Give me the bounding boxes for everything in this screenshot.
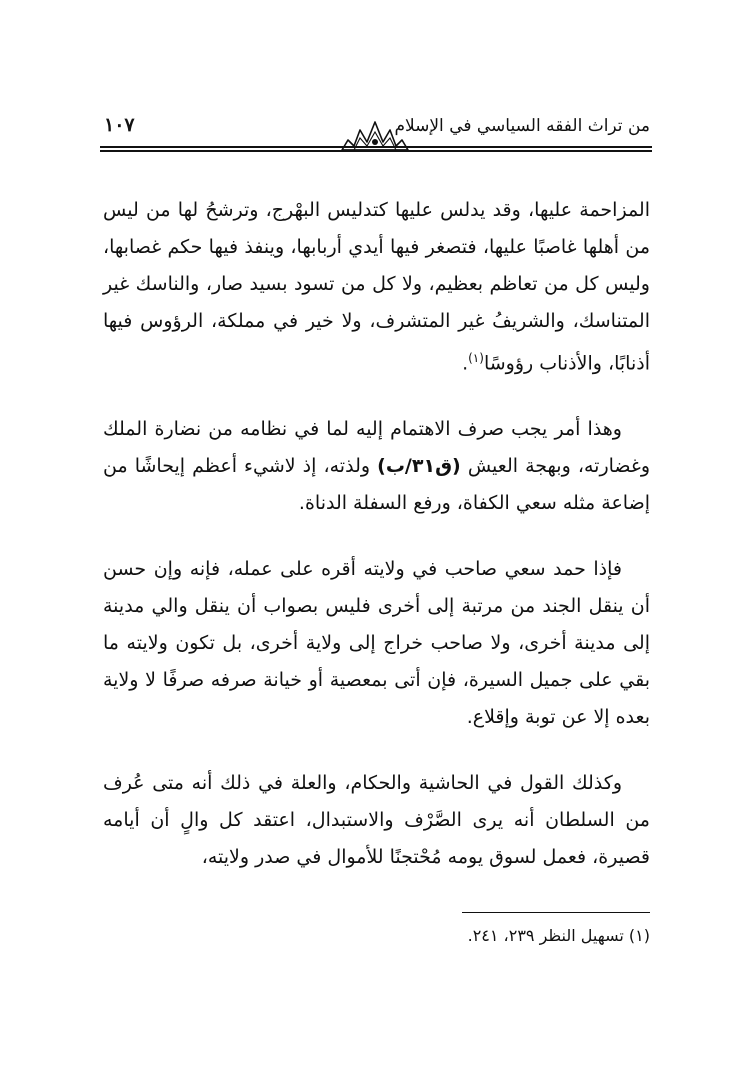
paragraph-3 [103,551,650,736]
main-text [103,192,650,905]
paragraph-1-text: المزاحمة عليها، وقد يدلس عليها كتدليس البهْرج، وترشحُ لها من ليس من أهلها غاصبًا عليها، فتصغر فيها أيدي أربابها، وينفذ فيها حكم غصابها، وليس كل من تعاظم بعظيم، ولا كل من تسود بسيد صار، والناسك غير المتناسك، والشريفُ غير المتشرف، ولا خير في مملكة، الرؤوس فيها أذنابًا، والأذناب رؤوسًا [103,199,650,375]
paragraph-3-text: فإذا حمد سعي صاحب في ولايته أقره على عمله، فإنه وإن حسن أن ينقل الجند من مرتبة إلى أخرى فليس بصواب أن ينقل والي مدينة إلى مدينة أخرى، ولا صاحب خراج إلى ولاية أخرى، بل تكون ولايته ما بقي على جميل السيرة، فإن أتى بمعصية أو خيانة صرفه صرفًا لا ولاية بعده إلا عن توبة وإقلاع. [103,558,650,729]
paragraph-2-text-a: وهذا أمر يجب صرف الاهتمام إليه لما في نظامه من نضارة الملك وغضارته، وبهجة العيش [103,418,651,478]
header-rule [100,146,652,152]
paragraph-4-text: وكذلك القول في الحاشية والحكام، والعلة في ذلك أنه متى عُرف من السلطان أنه يرى الصَّرْف والاستبدال، اعتقد كل والٍ أن أيامه قصيرة، فعمل لسوق يومه مُحْتجنًا للأموال في صدر ولايته، [103,772,650,869]
paragraph-2 [103,411,650,522]
manuscript-folio-reference: (ق٣١/ب) [377,455,461,478]
running-title: من تراث الفقه السياسي في الإسلام [394,116,650,136]
page-number: ١٠٧ [104,114,135,136]
paragraph-2-text-b: ولذته، إذ لاشيء أعظم إيحاشًا من إضاعة مثله سعي الكفاة، ورفع السفلة الدناة. [103,455,650,515]
footnote-separator [462,912,650,913]
paragraph-4 [103,765,650,876]
paragraph-1-end: . [462,352,469,375]
footnote: (١) تسهيل النظر ٢٣٩، ٢٤١. [467,926,650,945]
paragraph-1 [103,192,650,382]
footnote-marker: (١) [468,351,484,365]
